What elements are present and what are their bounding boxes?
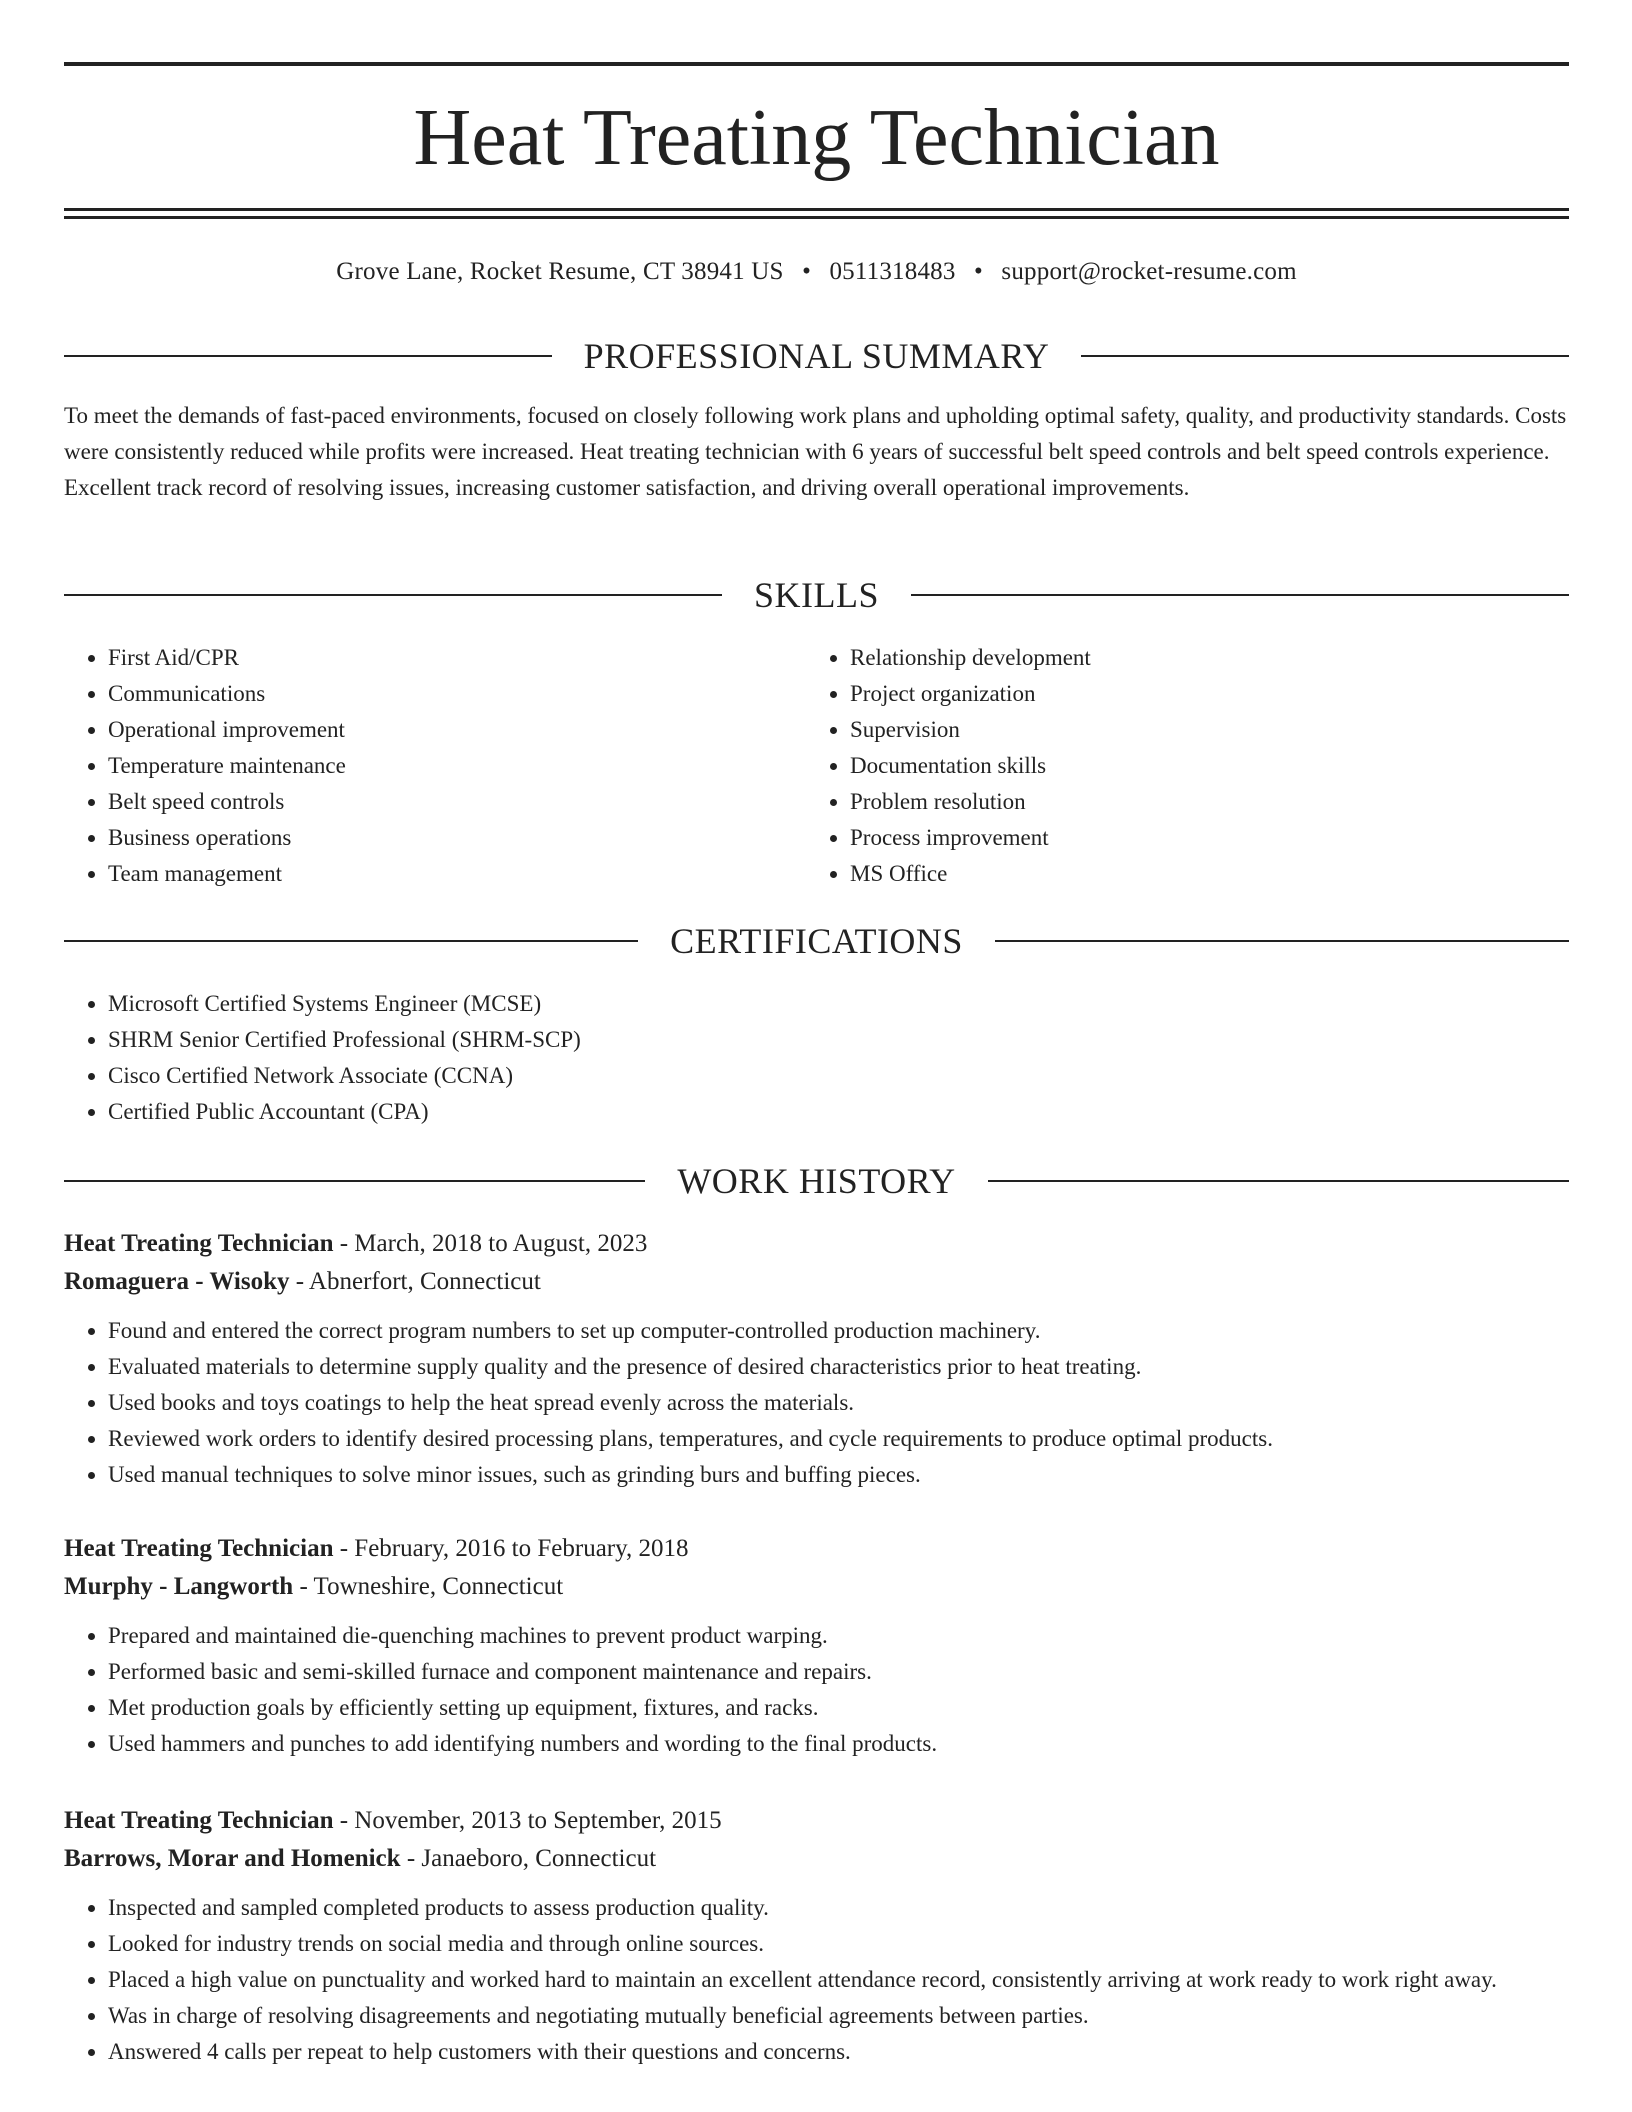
job-location: - Towneshire, Connecticut	[293, 1573, 564, 1600]
job-bullet: • Found and entered the correct program numbers to set up computer-controlled production machinery.	[108, 1313, 1569, 1349]
section-header-summary	[64, 334, 1569, 378]
job-company-line	[64, 1568, 1569, 1606]
job-bullet: • Prepared and maintained die-quenching machines to prevent product warping.	[108, 1618, 1569, 1654]
section-title: SKILLS	[754, 575, 880, 615]
job-company: Barrows, Morar and Homenick	[64, 1845, 401, 1872]
certification-item: • SHRM Senior Certified Professional (SHRM-SCP)	[108, 1022, 1569, 1058]
contact-phone: 0511318483	[829, 258, 956, 285]
section-title: WORK HISTORY	[677, 1161, 956, 1201]
job-title-line	[64, 1225, 1569, 1263]
job-company: Romaguera - Wisoky	[64, 1268, 290, 1295]
job-bullet: • Answered 4 calls per repeat to help customers with their questions and concerns.	[108, 2034, 1569, 2070]
skill-item: • Communications	[108, 676, 764, 712]
job-title-line	[64, 1530, 1569, 1568]
skill-item: • Documentation skills	[850, 748, 1506, 784]
skill-item: • Relationship development	[850, 640, 1506, 676]
divider-line	[64, 355, 552, 357]
job-bullet: • Evaluated materials to determine supply quality and the presence of desired characteristics prior to heat treating.	[108, 1349, 1569, 1385]
top-rule	[64, 62, 1569, 66]
contact-separator: •	[802, 258, 812, 285]
job-bullet: • Used manual techniques to solve minor issues, such as grinding burs and buffing pieces.	[108, 1457, 1569, 1493]
section-header-certifications	[64, 919, 1569, 963]
divider-line	[64, 1180, 645, 1182]
title-rule-lower	[64, 216, 1569, 219]
skill-item: • Process improvement	[850, 820, 1506, 856]
skill-item: • First Aid/CPR	[108, 640, 764, 676]
skill-item: • Project organization	[850, 676, 1506, 712]
job-bullet: • Reviewed work orders to identify desired processing plans, temperatures, and cycle requirements to produce optimal products.	[108, 1421, 1569, 1457]
contact-email: support@rocket-resume.com	[1001, 258, 1297, 285]
job-bullet: • Looked for industry trends on social media and through online sources.	[108, 1926, 1569, 1962]
contact-separator: •	[974, 258, 983, 285]
certification-item: • Microsoft Certified Systems Engineer (MCSE)	[108, 986, 1569, 1022]
divider-line	[64, 940, 638, 942]
job-company-line	[64, 1840, 1569, 1878]
job-bullet: • Used hammers and punches to add identifying numbers and wording to the final products.	[108, 1726, 1569, 1762]
job-dates: - November, 2013 to September, 2015	[333, 1807, 722, 1834]
skill-item: • Temperature maintenance	[108, 748, 764, 784]
job-bullet: • Met production goals by efficiently setting up equipment, fixtures, and racks.	[108, 1690, 1569, 1726]
job-bullet: • Used books and toys coatings to help the heat spread evenly across the materials.	[108, 1385, 1569, 1421]
job-entry	[64, 1530, 1569, 1762]
job-location: - Janaeboro, Connecticut	[400, 1845, 657, 1872]
job-bullet: • Performed basic and semi-skilled furnace and component maintenance and repairs.	[108, 1654, 1569, 1690]
job-title: Heat Treating Technician	[64, 1535, 334, 1562]
divider-line	[995, 940, 1569, 942]
job-entry	[64, 1802, 1569, 2070]
certifications-list	[64, 986, 1569, 1130]
divider-line	[911, 594, 1569, 596]
divider-line	[64, 594, 722, 596]
job-title: Heat Treating Technician	[64, 1230, 334, 1257]
job-location: - Abnerfort, Connecticut	[289, 1268, 541, 1295]
resume-title: Heat Treating Technician	[413, 94, 1220, 182]
job-company-line	[64, 1263, 1569, 1301]
certification-item: • Certified Public Accountant (CPA)	[108, 1094, 1569, 1130]
job-bullet: • Placed a high value on punctuality and worked hard to maintain an excellent attendance record, consistently arriving at work ready to work right away.	[108, 1962, 1569, 1998]
section-title: CERTIFICATIONS	[670, 921, 963, 961]
summary-text: To meet the demands of fast-paced environments, focused on closely following work plans and upholding optimal safety, quality, and productivity standards. Costs were consistently reduced while profits were increased. Heat treating technician with 6 years of successful belt speed controls and belt speed controls experience. Excellent track record of resolving issues, increasing customer satisfaction, and driving overall operational improvements.	[64, 403, 1567, 500]
job-company: Murphy - Langworth	[64, 1573, 294, 1600]
contact-line	[64, 254, 1569, 290]
skills-column-left	[64, 640, 764, 892]
job-dates: - March, 2018 to August, 2023	[333, 1230, 648, 1257]
job-bullet: • Inspected and sampled completed products to assess production quality.	[108, 1890, 1569, 1926]
job-entry	[64, 1225, 1569, 1493]
skill-item: • Business operations	[108, 820, 764, 856]
divider-line	[1081, 355, 1569, 357]
section-title: PROFESSIONAL SUMMARY	[583, 336, 1050, 376]
title-rule-upper	[64, 208, 1569, 211]
section-header-work-history	[64, 1159, 1569, 1203]
section-header-skills	[64, 573, 1569, 617]
job-title-line	[64, 1802, 1569, 1840]
certification-item: • Cisco Certified Network Associate (CCNA)	[108, 1058, 1569, 1094]
job-dates: - February, 2016 to February, 2018	[333, 1535, 689, 1562]
skill-item: • Operational improvement	[108, 712, 764, 748]
job-title: Heat Treating Technician	[64, 1807, 334, 1834]
skill-item: • Belt speed controls	[108, 784, 764, 820]
skills-column-right	[806, 640, 1506, 892]
skill-item: • Problem resolution	[850, 784, 1506, 820]
skill-item: • MS Office	[850, 856, 1506, 892]
contact-address: Grove Lane, Rocket Resume, CT 38941 US	[336, 258, 784, 285]
skill-item: • Supervision	[850, 712, 1506, 748]
job-bullet: • Was in charge of resolving disagreements and negotiating mutually beneficial agreements between parties.	[108, 1998, 1569, 2034]
divider-line	[988, 1180, 1569, 1182]
skill-item: • Team management	[108, 856, 764, 892]
